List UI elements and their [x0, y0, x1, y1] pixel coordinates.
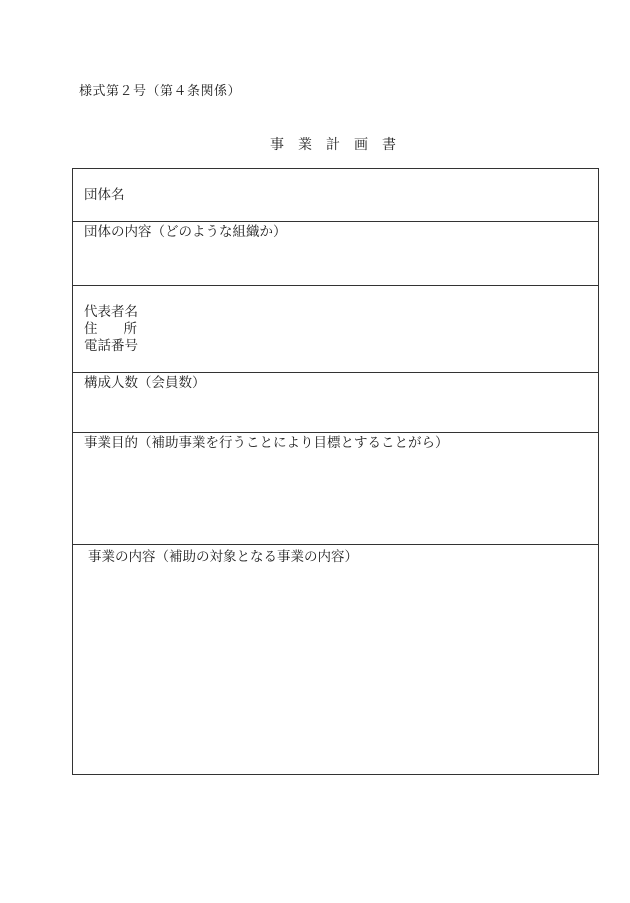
form-number: 様式第２号（第４条関係） — [79, 84, 242, 99]
representative-labels — [84, 304, 598, 355]
details-row — [73, 545, 599, 775]
details-cell[interactable] — [73, 545, 599, 775]
organization-content-row — [73, 222, 599, 286]
details-label: 事業の内容（補助の対象となる事業の内容） — [88, 549, 358, 565]
representative-name-label: 代表者名 — [84, 304, 138, 320]
purpose-label: 事業目的（補助事業を行うことにより目標とすることがら） — [84, 435, 449, 451]
phone-label: 電話番号 — [84, 338, 138, 354]
members-row — [73, 373, 599, 433]
members-cell[interactable] — [73, 373, 599, 433]
organization-content-cell[interactable] — [73, 222, 599, 286]
purpose-cell[interactable] — [73, 433, 599, 545]
representative-cell[interactable] — [73, 286, 599, 373]
document-title: 事業計画書 — [270, 137, 410, 153]
representative-row — [73, 286, 599, 373]
organization-name-row — [73, 169, 599, 222]
members-label: 構成人数（会員数） — [84, 375, 206, 391]
organization-name-label: 団体名 — [84, 187, 125, 203]
organization-name-cell[interactable] — [73, 169, 599, 222]
plan-form-table — [72, 168, 599, 775]
organization-content-label: 団体の内容（どのような組織か） — [84, 224, 287, 240]
address-label: 住所 — [84, 321, 163, 337]
purpose-row — [73, 433, 599, 545]
